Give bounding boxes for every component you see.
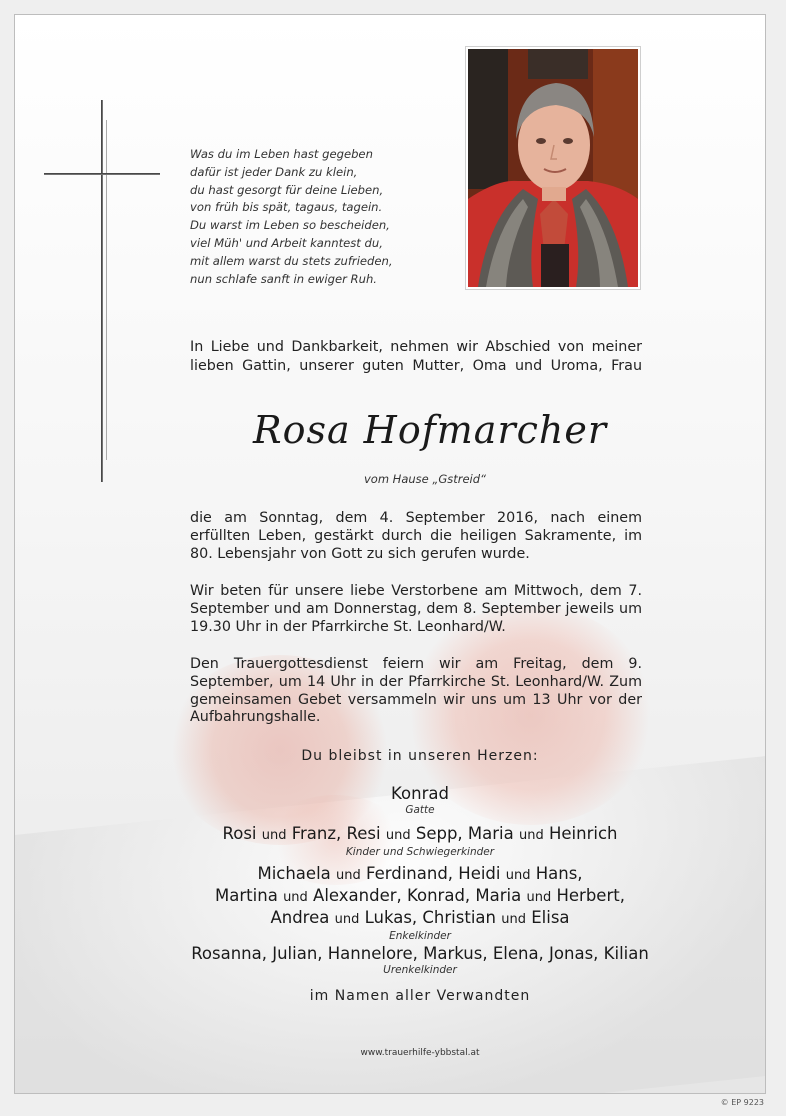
und-text: und [505, 868, 531, 883]
funeral-paragraph: Den Trauergottesdienst feiern wir am Freitag, dem 9. September, um 14 Uhr in der Pfarrkirche St. Leonhard/W. Zum gemeinsamen Gebet versammeln wir uns um 13 Uhr vor der Aufbahrungshalle. [190, 656, 642, 726]
grandchildren-label: Enkelkinder [389, 930, 451, 942]
grandchildren-line [110, 908, 730, 930]
und-text: und [385, 828, 411, 843]
grandchildren-line [110, 886, 730, 908]
grandchild-name: Ferdinand, Heidi [366, 864, 501, 883]
child-name: Maria [467, 824, 514, 843]
child-name: Rosi [222, 824, 257, 843]
website-link[interactable]: www.trauerhilfe-ybbstal.at [360, 1048, 480, 1058]
deceased-name: Rosa Hofmarcher [252, 408, 608, 452]
poem-line: von früh bis spät, tagaus, tagein. [190, 200, 383, 215]
und-text: und [526, 890, 552, 905]
child-name: Resi [346, 824, 381, 843]
house-name: vom Hause „Gstreid“ [363, 472, 487, 486]
children-block [110, 824, 730, 859]
poem-line: viel Müh' und Arbeit kanntest du, [190, 235, 383, 250]
children-names [110, 824, 730, 846]
intro-text: In Liebe und Dankbarkeit, nehmen wir Abschied von meiner lieben Gattin, unserer guten Mutter, Oma und Uroma, Frau [190, 339, 642, 374]
grandchild-name: Martina [215, 886, 278, 905]
spouse-label: Gatte [405, 804, 435, 816]
und-text: und [283, 890, 308, 905]
grandchild-name: Alexander, Konrad, Maria [313, 886, 522, 905]
poem [190, 146, 440, 288]
death-paragraph: die am Sonntag, dem 4. September 2016, nach einem erfüllten Leben, gestärkt durch die heiligen Sakramente, im 80. Lebensjahr von Gott zu sich gerufen wurde. [190, 510, 642, 562]
poem-line: nun schlafe sanft in ewiger Ruh. [190, 271, 377, 286]
grandchildren-block [110, 864, 730, 943]
closing-text: im Namen aller Verwandten [309, 988, 531, 1004]
und-text: und [334, 912, 360, 927]
grandchild-name: Andrea [270, 908, 330, 927]
poem-line: Was du im Leben hast gegeben [190, 147, 373, 161]
poem-line: Du warst im Leben so bescheiden, [190, 218, 390, 233]
und-text: und [261, 828, 287, 843]
grandchild-name: Hans, [535, 864, 583, 883]
print-code: © EP 9223 [720, 1098, 764, 1107]
spouse-name: Konrad [391, 784, 449, 803]
stay-in-hearts: Du bleibst in unseren Herzen: [301, 748, 539, 764]
portrait-photo [468, 49, 638, 287]
poem-line: dafür ist jeder Dank zu klein, [190, 164, 358, 179]
und-text: und [501, 912, 526, 927]
grandchild-name: Elisa [531, 908, 570, 927]
children-label: Kinder und Schwiegerkinder [345, 846, 495, 858]
spouse-block [110, 784, 730, 817]
poem-line: mit allem warst du stets zufrieden, [190, 253, 393, 268]
great-grandchildren-block [110, 944, 730, 977]
grandchild-name: Lukas, Christian [364, 908, 496, 927]
poem-line: du hast gesorgt für deine Lieben, [190, 182, 384, 197]
child-name: Heinrich [548, 824, 618, 843]
grandchild-name: Michaela [257, 864, 331, 883]
prayer-paragraph: Wir beten für unsere liebe Verstorbene am Mittwoch, dem 7. September und am Donnerstag, dem 8. September jeweils um 19.30 Uhr in der Pfarrkirche St. Leonhard/W. [190, 583, 642, 635]
great-grandchildren-label: Urenkelkinder [383, 964, 457, 976]
child-name: Sepp, [415, 824, 463, 843]
und-text: und [336, 868, 361, 883]
und-text: und [519, 828, 544, 843]
child-name: Franz, [291, 824, 342, 843]
grandchildren-line [110, 864, 730, 886]
great-grandchildren-names: Rosanna, Julian, Hannelore, Markus, Elena, Jonas, Kilian [191, 944, 649, 963]
grandchild-name: Herbert, [556, 886, 625, 905]
